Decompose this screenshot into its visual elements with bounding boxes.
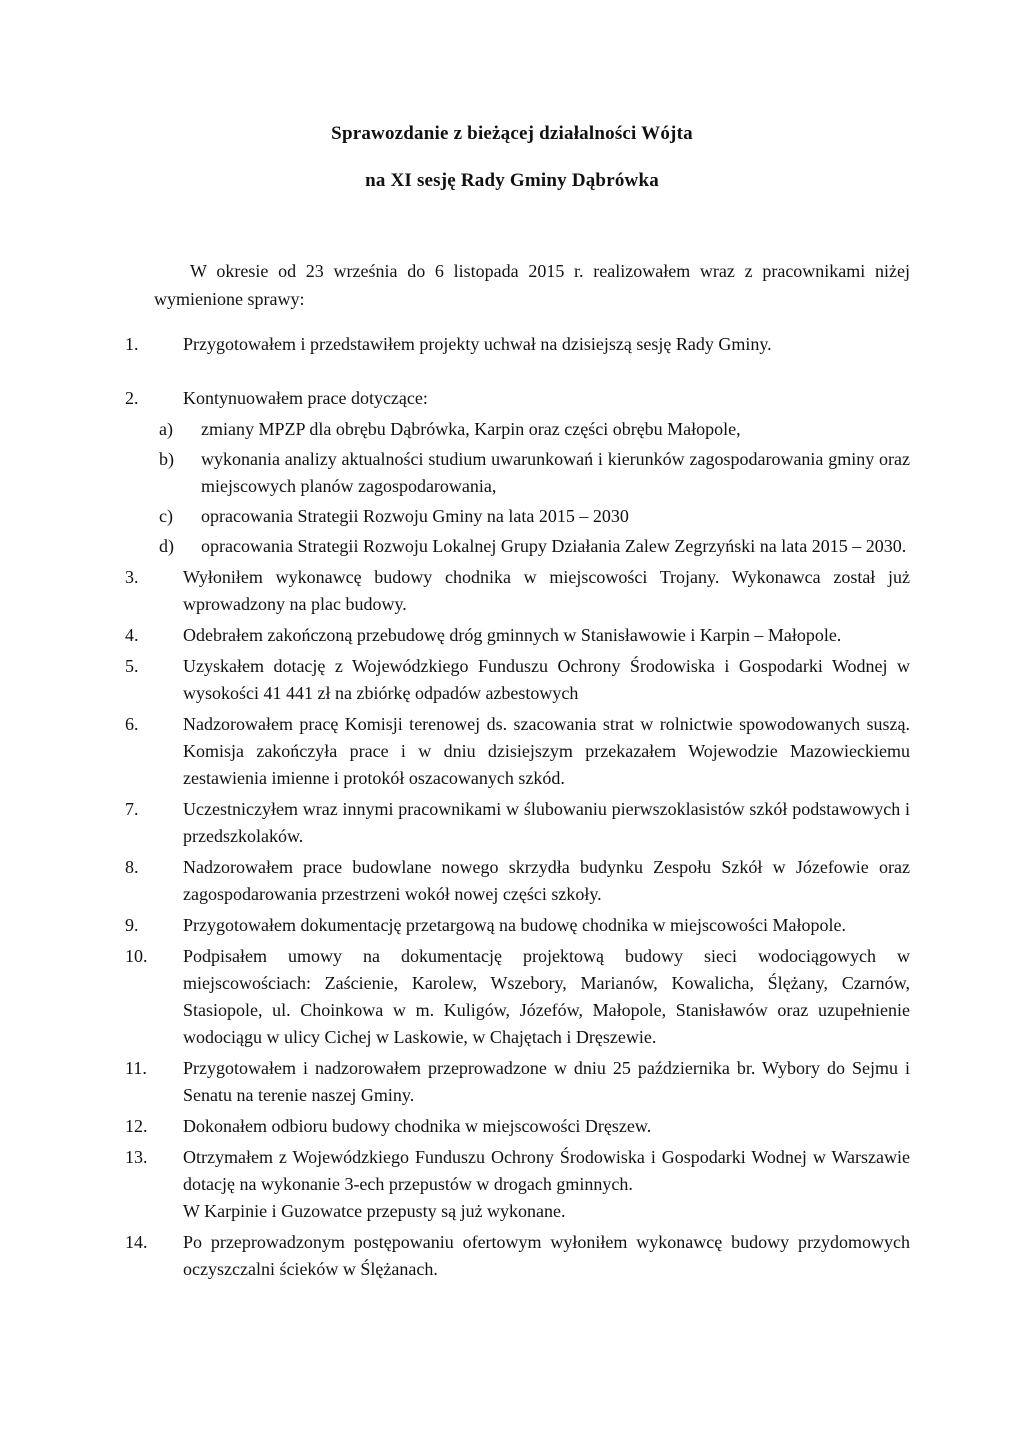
sublist-letter: a) bbox=[159, 419, 173, 439]
list-item bbox=[125, 385, 910, 560]
item-extra-text: W Karpinie i Guzowatce przepusty są już wykonane. bbox=[183, 1201, 566, 1221]
list-item bbox=[125, 331, 910, 358]
item-text: Odebrałem zakończoną przebudowę dróg gminnych w Stanisławowie i Karpin – Małopole. bbox=[183, 625, 842, 645]
item-number: 11. bbox=[125, 1058, 147, 1078]
item-number: 13. bbox=[125, 1147, 148, 1167]
sublist-text: opracowania Strategii Rozwoju Gminy na lata 2015 – 2030 bbox=[201, 506, 629, 526]
item-number: 6. bbox=[125, 714, 139, 734]
item-text: Wyłoniłem wykonawcę budowy chodnika w miejscowości Trojany. Wykonawca został już wprowadzony na plac budowy. bbox=[183, 567, 910, 614]
document-title: Sprawozdanie z bieżącej działalności Wójta bbox=[331, 123, 693, 144]
sublist-letter: d) bbox=[159, 536, 174, 556]
list-item bbox=[125, 622, 910, 649]
sublist-item bbox=[159, 503, 910, 530]
sublist-text: zmiany MPZP dla obrębu Dąbrówka, Karpin oraz części obrębu Małopole, bbox=[201, 419, 741, 439]
document-subtitle: na XI sesję Rady Gminy Dąbrówka bbox=[365, 170, 659, 191]
intro-paragraph: W okresie od 23 września do 6 listopada 2015 r. realizowałem wraz z pracownikami niżej wymienione sprawy: bbox=[154, 261, 910, 309]
item-text: Kontynuowałem prace dotyczące: bbox=[183, 388, 428, 408]
sublist-item bbox=[159, 416, 910, 443]
sublist-letter: b) bbox=[159, 449, 174, 469]
item-text: Nadzorowałem prace budowlane nowego skrzydła budynku Zespołu Szkół w Józefowie oraz zagospodarowania przestrzeni wokół nowej części szkoły. bbox=[183, 857, 910, 904]
list-item bbox=[125, 796, 910, 850]
item-number: 7. bbox=[125, 799, 139, 819]
list-item bbox=[125, 1113, 910, 1140]
item-text: Podpisałem umowy na dokumentację projektową budowy sieci wodociągowych w miejscowościach: Zaścienie, Karolew, Wszebory, Marianów, Kowalicha, Ślężany, Czarnów, Stasiopole, ul. Choinkowa w m. Kuligów, Józefów, Małopole, Stanisławów oraz uzupełnienie wodociągu w ulicy Cichej w Laskowie, w Chajętach i Dręszewie. bbox=[183, 946, 910, 1047]
item-number: 12. bbox=[125, 1116, 148, 1136]
list-item bbox=[125, 1144, 910, 1225]
item-text: Po przeprowadzonym postępowaniu ofertowym wyłoniłem wykonawcę budowy przydomowych oczyszczalni ścieków w Ślężanach. bbox=[183, 1232, 910, 1279]
item-text: Nadzorowałem pracę Komisji terenowej ds. szacowania strat w rolnictwie spowodowanych suszą. Komisja zakończyła prace i w dniu dzisiejszym przekazałem Wojewodzie Mazowieckiemu zestawienia imienne i protokół oszacowanych szkód. bbox=[183, 714, 910, 788]
list-item bbox=[125, 912, 910, 939]
item-number: 9. bbox=[125, 915, 139, 935]
item-number: 8. bbox=[125, 857, 139, 877]
list-item bbox=[125, 1229, 910, 1283]
sublist bbox=[159, 416, 910, 560]
sublist-letter: c) bbox=[159, 506, 173, 526]
item-text: Przygotowałem dokumentację przetargową na budowę chodnika w miejscowości Małopole. bbox=[183, 915, 846, 935]
item-text: Uzyskałem dotację z Wojewódzkiego Funduszu Ochrony Środowiska i Gospodarki Wodnej w wysokości 41 441 zł na zbiórkę odpadów azbestowych bbox=[183, 656, 910, 703]
item-number: 3. bbox=[125, 567, 139, 587]
item-number: 4. bbox=[125, 625, 139, 645]
sublist-item bbox=[159, 533, 910, 560]
activity-list bbox=[125, 331, 910, 1283]
list-item bbox=[125, 711, 910, 792]
item-text: Otrzymałem z Wojewódzkiego Funduszu Ochrony Środowiska i Gospodarki Wodnej w Warszawie dotację na wykonanie 3-ech przepustów w drogach gminnych. bbox=[183, 1147, 910, 1194]
item-number: 2. bbox=[125, 388, 139, 408]
sublist-text: wykonania analizy aktualności studium uwarunkowań i kierunków zagospodarowania gminy oraz miejscowych planów zagospodarowania, bbox=[201, 449, 910, 496]
item-text: Przygotowałem i nadzorowałem przeprowadzone w dniu 25 października br. Wybory do Sejmu i Senatu na terenie naszej Gminy. bbox=[183, 1058, 910, 1105]
sublist-item bbox=[159, 446, 910, 500]
item-number: 10. bbox=[125, 946, 148, 966]
list-item bbox=[125, 564, 910, 618]
list-item bbox=[125, 943, 910, 1051]
item-text: Dokonałem odbioru budowy chodnika w miejscowości Dręszew. bbox=[183, 1116, 652, 1136]
list-item bbox=[125, 653, 910, 707]
sublist-text: opracowania Strategii Rozwoju Lokalnej Grupy Działania Zalew Zegrzyński na lata 2015 – 2030. bbox=[201, 536, 907, 556]
item-text: Przygotowałem i przedstawiłem projekty uchwał na dzisiejszą sesję Rady Gminy. bbox=[183, 334, 772, 354]
list-item bbox=[125, 854, 910, 908]
item-number: 1. bbox=[125, 334, 139, 354]
item-text: Uczestniczyłem wraz innymi pracownikami w ślubowaniu pierwszoklasistów szkół podstawowych i przedszkolaków. bbox=[183, 799, 910, 846]
list-item bbox=[125, 1055, 910, 1109]
item-number: 5. bbox=[125, 656, 139, 676]
item-number: 14. bbox=[125, 1232, 148, 1252]
